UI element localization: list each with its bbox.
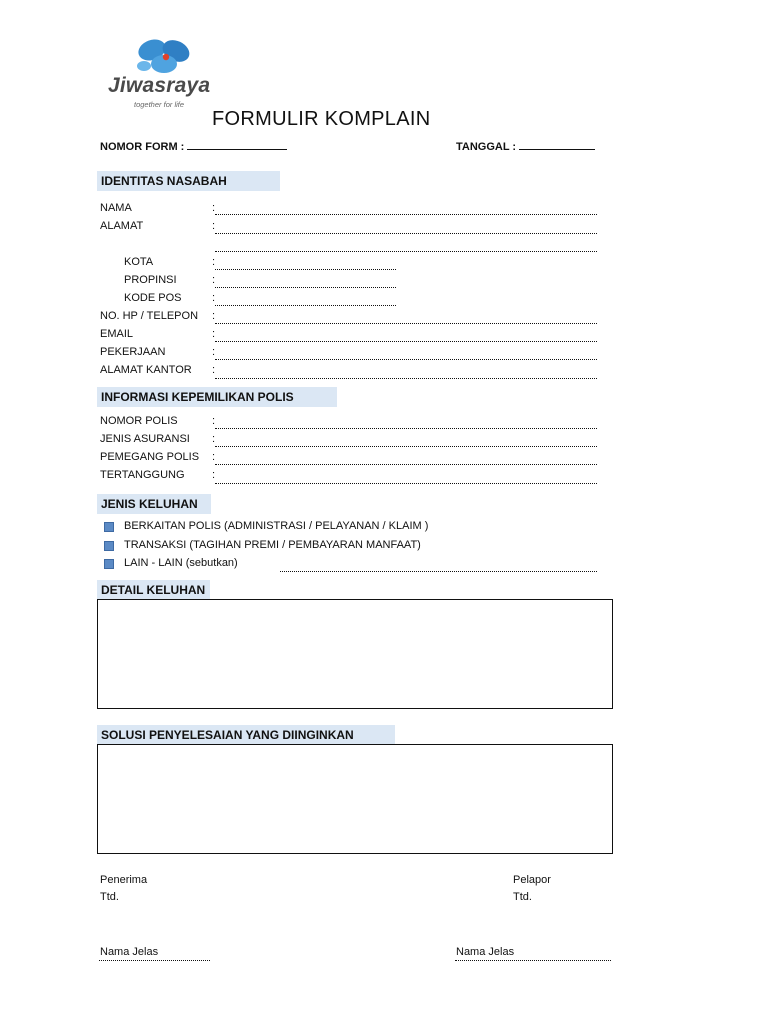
tanggal-line[interactable]	[519, 140, 595, 150]
section-identitas: IDENTITAS NASABAH	[97, 171, 280, 191]
colon: :	[212, 346, 216, 358]
label-no-hp: NO. HP / TELEPON	[100, 310, 199, 322]
label-pemegang-polis: PEMEGANG POLIS	[100, 451, 200, 463]
colon: :	[212, 415, 216, 427]
colon: :	[212, 433, 216, 445]
nomor-form-field[interactable]	[100, 140, 287, 153]
alamat-kantor-line[interactable]	[215, 378, 597, 379]
colon: :	[212, 292, 216, 304]
label-jenis-asuransi: JENIS ASURANSI	[100, 433, 190, 445]
label-kota: KOTA	[124, 256, 154, 268]
label-pelapor: Pelapor	[513, 874, 551, 886]
nomor-polis-line[interactable]	[215, 428, 597, 429]
colon: :	[212, 202, 216, 214]
section-jenis-keluhan: JENIS KELUHAN	[97, 494, 211, 514]
label-alamat: ALAMAT	[100, 220, 144, 232]
label-email: EMAIL	[100, 328, 134, 340]
email-line[interactable]	[215, 341, 597, 342]
form-title: FORMULIR KOMPLAIN	[212, 108, 431, 130]
tanggal-field[interactable]	[456, 140, 595, 153]
label-kode-pos: KODE POS	[124, 292, 182, 304]
label-nama-jelas-penerima: Nama Jelas	[100, 946, 159, 958]
option-berkaitan-polis: BERKAITAN POLIS (ADMINISTRASI / PELAYANAN / KLAIM )	[124, 520, 429, 532]
solusi-box[interactable]	[97, 744, 613, 854]
flower-logo-icon	[104, 36, 224, 78]
pemegang-polis-line[interactable]	[215, 464, 597, 465]
brand-name: Jiwasraya	[108, 74, 211, 97]
section-kepemilikan: INFORMASI KEPEMILIKAN POLIS	[97, 387, 337, 407]
section-detail-keluhan: DETAIL KELUHAN	[97, 580, 210, 600]
jenis-asuransi-line[interactable]	[215, 446, 597, 447]
alamat-line-1[interactable]	[215, 233, 597, 234]
label-propinsi: PROPINSI	[124, 274, 177, 286]
alamat-line-2[interactable]	[215, 251, 597, 252]
nomor-form-line[interactable]	[187, 140, 287, 150]
label-pekerjaan: PEKERJAAN	[100, 346, 166, 358]
colon: :	[212, 469, 216, 481]
checkbox-lain-lain[interactable]	[104, 559, 114, 569]
jiwasraya-logo	[104, 36, 224, 114]
tanggal-label: TANGGAL :	[456, 141, 517, 153]
label-nama-jelas-pelapor: Nama Jelas	[456, 946, 515, 958]
checkbox-berkaitan-polis[interactable]	[104, 522, 114, 532]
brand-tagline: together for life	[134, 100, 185, 109]
checkbox-transaksi[interactable]	[104, 541, 114, 551]
no-hp-line[interactable]	[215, 323, 597, 324]
colon: :	[212, 310, 216, 322]
label-alamat-kantor: ALAMAT KANTOR	[100, 364, 192, 376]
option-lain-lain: LAIN - LAIN (sebutkan)	[124, 557, 238, 569]
nama-line[interactable]	[215, 214, 597, 215]
colon: :	[212, 364, 216, 376]
pekerjaan-line[interactable]	[215, 359, 597, 360]
tertanggung-line[interactable]	[215, 483, 597, 484]
detail-keluhan-box[interactable]	[97, 599, 613, 709]
label-penerima: Penerima	[100, 874, 148, 886]
nomor-form-label: NOMOR FORM :	[100, 141, 185, 153]
label-nomor-polis: NOMOR POLIS	[100, 415, 178, 427]
label-nama: NAMA	[100, 202, 132, 214]
option-transaksi: TRANSAKSI (TAGIHAN PREMI / PEMBAYARAN MANFAAT)	[124, 539, 421, 551]
kode-pos-line[interactable]	[215, 305, 396, 306]
nama-jelas-pelapor-line[interactable]	[455, 960, 611, 961]
colon: :	[212, 220, 216, 232]
section-solusi: SOLUSI PENYELESAIAN YANG DIINGINKAN	[97, 725, 395, 745]
label-tertanggung: TERTANGGUNG	[100, 469, 185, 481]
kota-line[interactable]	[215, 269, 396, 270]
propinsi-line[interactable]	[215, 287, 396, 288]
colon: :	[212, 274, 216, 286]
label-ttd-pelapor: Ttd.	[513, 891, 532, 903]
label-ttd-penerima: Ttd.	[100, 891, 119, 903]
nama-jelas-penerima-line[interactable]	[99, 960, 210, 961]
colon: :	[212, 451, 216, 463]
lain-lain-line[interactable]	[280, 571, 597, 572]
colon: :	[212, 328, 216, 340]
colon: :	[212, 256, 216, 268]
